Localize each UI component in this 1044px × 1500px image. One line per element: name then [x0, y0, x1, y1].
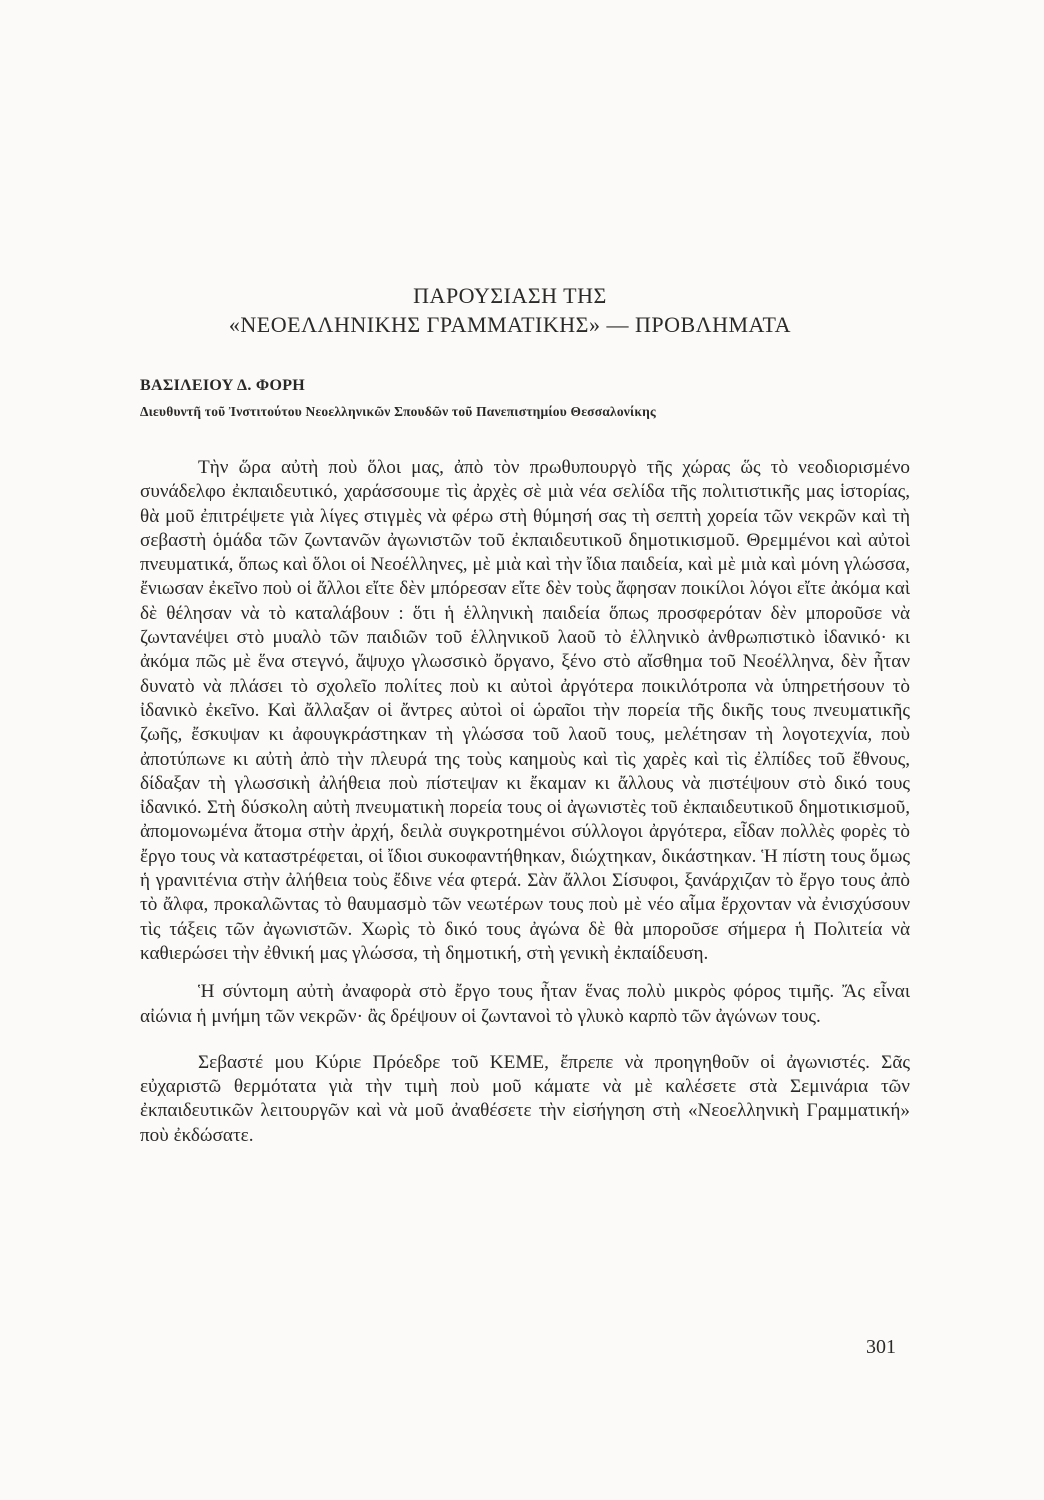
- article-body: [140, 456, 910, 1148]
- paragraph-3: Σεβαστέ μου Κύριε Πρόεδρε τοῦ ΚΕΜΕ, ἔπρεπε νὰ προηγηθοῦν οἱ ἀγωνιστές. Σᾶς εὐχαριστῶ θερμότατα γιὰ τὴν τιμὴ ποὺ μοῦ κάματε νὰ μὲ καλέσετε στὰ Σεμινάρια τῶν ἐκπαιδευτικῶν λειτουργῶν καὶ νὰ μοῦ ἀναθέσετε τὴν εἰσήγηση στὴ «Νεοελληνικὴ Γραμματική» ποὺ ἐκδώσατε.: [140, 1051, 910, 1146]
- paragraph-2: Ἡ σύντομη αὐτὴ ἀναφορὰ στὸ ἔργο τους ἦταν ἕνας πολὺ μικρὸς φόρος τιμῆς. Ἄς εἶναι αἰώνια ἡ μνήμη τῶν νεκρῶν· ἂς δρέψουν οἱ ζωντανοὶ τὸ γλυκὸ καρπὸ τῶν ἀγώνων τους.: [140, 981, 910, 1027]
- page-number: 301: [866, 1336, 896, 1358]
- title-line-1: ΠΑΡΟΥΣΙΑΣΗ ΤΗΣ: [413, 283, 607, 308]
- title-line-2: «ΝΕΟΕΛΛΗΝΙΚΗΣ ΓΡΑΜΜΑΤΙΚΗΣ» — ΠΡΟΒΛΗΜΑΤΑ: [228, 312, 792, 337]
- author-affiliation: Διευθυντῆ τοῦ Ἰνστιτούτου Νεοελληνικῶν Σπουδῶν τοῦ Πανεπιστημίου Θεσσαλονίκης: [140, 404, 656, 419]
- paragraph-1: Τὴν ὥρα αὐτὴ ποὺ ὅλοι μας, ἀπὸ τὸν πρωθυπουργὸ τῆς χώρας ὥς τὸ νεοδιορισμένο συνάδελφο ἐκπαιδευτικό, χαράσσουμε τὶς ἀρχὲς σὲ μιὰ νέα σελίδα τῆς πολιτιστικῆς μας ἱστορίας, θὰ μοῦ ἐπιτρέψετε γιὰ λίγες στιγμὲς νὰ φέρω στὴ θύμησή σας τὴ σεπτὴ χορεία τῶν νεκρῶν καὶ τὴ σεβαστὴ ὁμάδα τῶν ζωντανῶν ἀγωνιστῶν τοῦ ἐκπαιδευτικοῦ δημοτικισμοῦ. Θρεμμένοι καὶ αὐτοὶ πνευματικά, ὅπως καὶ ὅλοι οἱ Νεοέλληνες, μὲ μιὰ καὶ τὴν ἴδια παιδεία, καὶ μὲ μιὰ καὶ μόνη γλώσσα, ἔνιωσαν ἐκεῖνο ποὺ οἱ ἄλλοι εἴτε δὲν μπόρεσαν εἴτε δὲν τοὺς ἄφησαν ποικίλοι λόγοι εἴτε ἀκόμα καὶ δὲ θέλησαν νὰ τὸ καταλάβουν : ὅτι ἡ ἑλληνικὴ παιδεία ὅπως προσφερόταν δὲν μποροῦσε νὰ ζωντανέψει στὸ μυαλὸ τῶν παιδιῶν τοῦ ἑλληνικοῦ λαοῦ τὸ ἑλληνικὸ ἀνθρωπιστικὸ ἰδανικό· κι ἀκόμα πῶς μὲ ἕνα στεγνό, ἄψυχο γλωσσικὸ ὄργανο, ξένο στὸ αἴσθημα τοῦ Νεοέλληνα, δὲν ἦταν δυνατὸ νὰ πλάσει τὸ σχολεῖο πολίτες ποὺ κι αὐτοὶ ἀργότερα ποικιλότροπα νὰ ὑπηρετήσουν τὸ ἰδανικὸ ἐκεῖνο. Καὶ ἄλλαξαν οἱ ἄντρες αὐτοὶ οἱ ὡραῖοι τὴν πορεία τῆς δικῆς τους πνευματικῆς ζωῆς, ἔσκυψαν κι ἀφουγκράστηκαν τὴ γλώσσα τοῦ λαοῦ τους, μελέτησαν τὴ λογοτεχνία, ποὺ ἀποτύπωνε κι αὐτὴ ἀπὸ τὴν πλευρά της τοὺς καημοὺς καὶ τὶς χαρὲς καὶ τὶς ἐλπίδες τοῦ ἔθνους, δίδαξαν τὴ γλωσσικὴ ἀλήθεια ποὺ πίστεψαν κι ἔκαμαν κι ἄλλους νὰ πιστέψουν στὸ δικό τους ἰδανικό. Στὴ δύσκολη αὐτὴ πνευματικὴ πορεία τους οἱ ἀγωνιστὲς τοῦ ἐκπαιδευτικοῦ δημοτικισμοῦ, ἀπομονωμένα ἄτομα στὴν ἀρχή, δειλὰ συγκροτημένοι σύλλογοι ἀργότερα, εἶδαν πολλὲς φορὲς τὸ ἔργο τους νὰ καταστρέφεται, οἱ ἴδιοι συκοφαντήθηκαν, διώχτηκαν, δικάστηκαν. Ἡ πίστη τους ὅμως ἡ γρανιτένια στὴν ἀλήθεια τοὺς ἔδινε νέα φτερά. Σὰν ἄλλοι Σίσυφοι, ξανάρχιζαν τὸ ἔργο τους ἀπὸ τὸ ἄλφα, προκαλῶντας τὸ θαυμασμὸ τῶν νεωτέρων τους ποὺ μὲ νέο αἷμα ἔρχονταν νὰ ἐνισχύσουν τὶς τάξεις τῶν ἀγωνιστῶν. Χωρὶς τὸ δικό τους ἀγώνα δὲ θὰ μποροῦσε σήμερα ἡ Πολιτεία νὰ καθιερώσει τὴν ἐθνική μας γλώσσα, τὴ δημοτική, στὴ γενικὴ ἐκπαίδευση.: [140, 457, 910, 964]
- author-name: ΒΑΣΙΛΕΙΟΥ Δ. ΦΟΡΗ: [140, 377, 306, 394]
